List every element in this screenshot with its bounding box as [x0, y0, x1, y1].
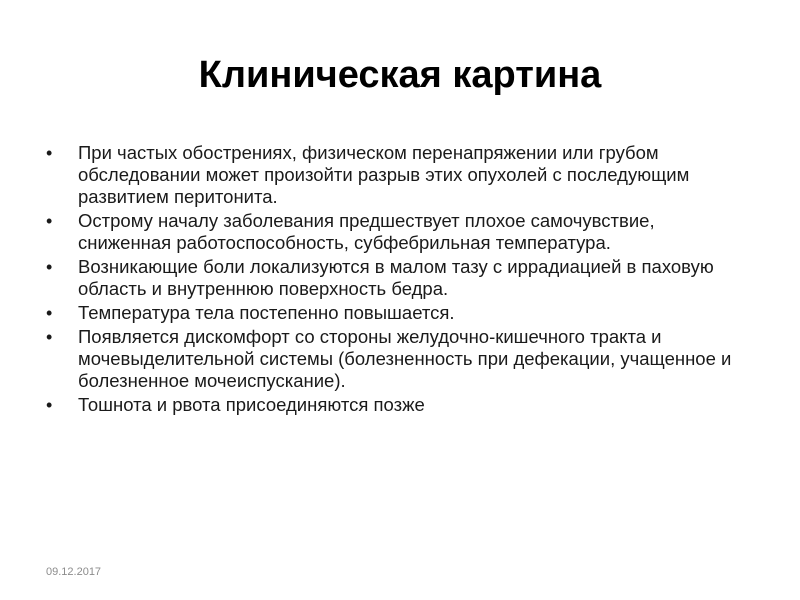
bullet-icon: • [46, 143, 53, 163]
bullet-text: Острому началу заболевания предшествует плохое самочувствие, сниженная работоспособность, субфебрильная температура. [78, 210, 655, 253]
bullet-icon: • [46, 327, 53, 347]
list-item [46, 210, 736, 254]
bullet-list [46, 142, 736, 418]
bullet-icon: • [46, 211, 53, 231]
list-item [46, 256, 736, 300]
slide-date: 09.12.2017 [46, 566, 102, 578]
list-item [46, 326, 736, 392]
slide-title: Клиническая картина [198, 54, 602, 96]
list-item [46, 394, 736, 416]
bullet-icon: • [46, 303, 53, 323]
list-item [46, 142, 736, 208]
bullet-text: При частых обострениях, физическом перенапряжении или грубом обследовании может произойти разрыв этих опухолей с последующим развитием перитонита. [78, 142, 690, 207]
bullet-icon: • [46, 395, 53, 415]
bullet-text: Появляется дискомфорт со стороны желудочно-кишечного тракта и мочевыделительной системы (болезненность при дефекации, учащенное и болезненное мочеиспускание). [78, 326, 732, 391]
list-item [46, 302, 736, 324]
bullet-text: Температура тела постепенно повышается. [78, 302, 455, 323]
bullet-icon: • [46, 257, 53, 277]
bullet-text: Возникающие боли локализуются в малом тазу с иррадиацией в паховую область и внутреннюю поверхность бедра. [78, 256, 714, 299]
bullet-text: Тошнота и рвота присоединяются позже [78, 394, 425, 415]
